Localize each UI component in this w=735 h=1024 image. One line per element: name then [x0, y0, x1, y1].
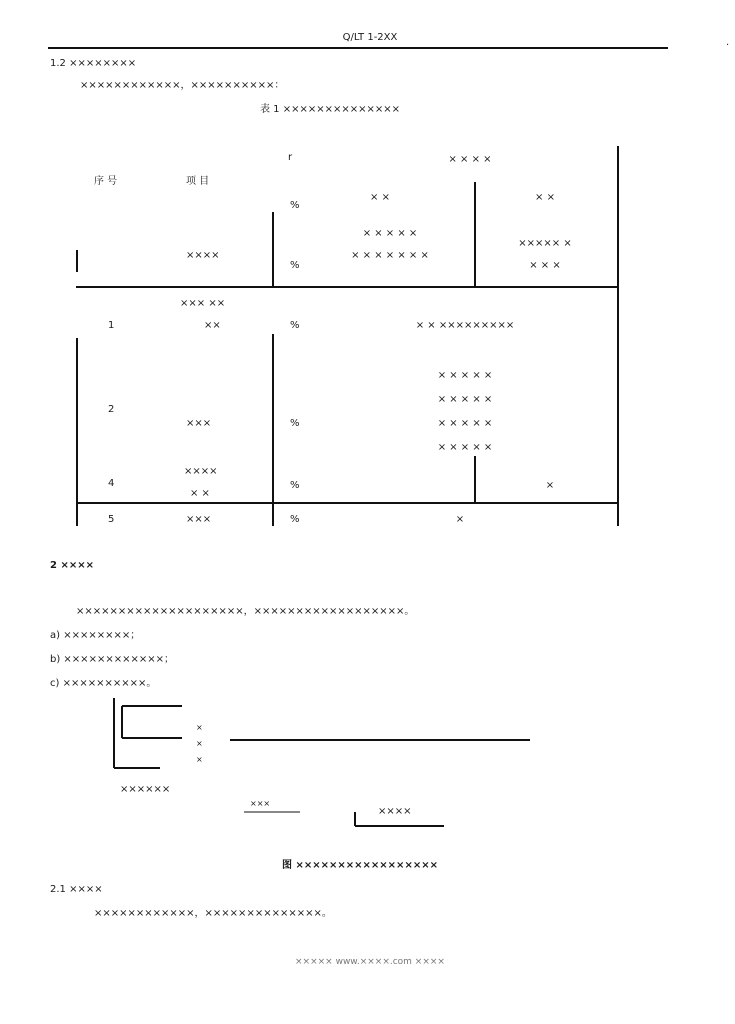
side-mark-3: ×: [196, 755, 203, 764]
col-divider-ab-body: [474, 456, 476, 502]
header-col-b: × ×: [535, 192, 555, 203]
row1-item-line1: ××× ××: [180, 298, 226, 309]
row2-a-line1: × × × × ×: [437, 370, 493, 381]
row0-unit: %: [290, 260, 300, 271]
row4-item-line1: ××××: [184, 466, 218, 477]
table-border-left: [76, 338, 78, 526]
table-border-left-top: [76, 250, 78, 272]
side-mark-1: ×: [196, 723, 203, 732]
header-rule: [48, 47, 668, 49]
section-heading: 1.2 ××××××××: [50, 58, 137, 69]
header-col-a: × ×: [370, 192, 390, 203]
header-unit: r: [288, 152, 293, 163]
table-caption: 表 1 ××××××××××××××: [259, 104, 401, 115]
col-divider-ab: [474, 182, 476, 286]
method-step-a: a) ××××××××；: [50, 630, 141, 641]
row4-b: ×: [545, 480, 555, 491]
col-divider-unit: [272, 212, 274, 286]
header-unit-sub: %: [290, 200, 300, 211]
tail-paragraph: ××××××××××××，××××××××××××××。: [94, 908, 332, 919]
footer-watermark: ××××× www.××××.com ××××: [295, 957, 445, 967]
header-group: × × × ×: [448, 154, 492, 165]
row0-a-line2: × × × × × × ×: [351, 250, 429, 261]
intro-paragraph: ××××××××××××，××××××××××：: [80, 80, 285, 91]
method-heading: 2 ××××: [50, 560, 94, 571]
figure-caption: 图 ×××××××××××××××××: [282, 860, 438, 871]
figure-label-left: ××××××: [120, 784, 171, 795]
row1-item-line2: ××: [204, 320, 221, 331]
row5-item: ×××: [186, 514, 212, 525]
method-paragraph: ××××××××××××××××××××，××××××××××××××××××。: [76, 606, 415, 617]
row4-no: 4: [108, 478, 115, 489]
row5-merged: ×: [455, 514, 465, 525]
row0-a-line1: × × × × ×: [362, 228, 418, 239]
header-item: 项 目: [186, 176, 210, 187]
table-border-right: [617, 146, 619, 526]
row1-unit: %: [290, 320, 300, 331]
row2-a-line2: × × × × ×: [437, 394, 493, 405]
col-divider-unit-body: [272, 334, 274, 526]
figure-label-mid: ×××: [250, 799, 271, 808]
row1-no: 1: [108, 320, 115, 331]
side-mark-2: ×: [196, 739, 203, 748]
tail-heading: 2.1 ××××: [50, 884, 103, 895]
row2-a-line4: × × × × ×: [437, 442, 493, 453]
row-rule-5: [76, 502, 619, 504]
row4-unit: %: [290, 480, 300, 491]
row4-item-line2: × ×: [190, 488, 210, 499]
figure-label-box: ××××: [378, 806, 412, 817]
row2-unit: %: [290, 418, 300, 429]
row0-b-line2: × × ×: [529, 260, 561, 271]
row2-a-line3: × × × × ×: [437, 418, 493, 429]
header-no: 序 号: [94, 176, 118, 187]
method-step-c: c) ××××××××××。: [50, 678, 157, 689]
running-title: Q/LT 1-2XX: [342, 32, 398, 43]
row5-no: 5: [108, 514, 115, 525]
header-bottom-rule: [76, 286, 619, 288]
page-mark: ·: [726, 40, 730, 51]
row2-no: 2: [108, 404, 115, 415]
row2-item: ×××: [186, 418, 212, 429]
row1-merged: × × ×××××××××: [415, 320, 515, 331]
method-step-b: b) ××××××××××××；: [50, 654, 174, 665]
row0-b-line1: ××××× ×: [518, 238, 572, 249]
row0-item: ××××: [186, 250, 220, 261]
row5-unit: %: [290, 514, 300, 525]
